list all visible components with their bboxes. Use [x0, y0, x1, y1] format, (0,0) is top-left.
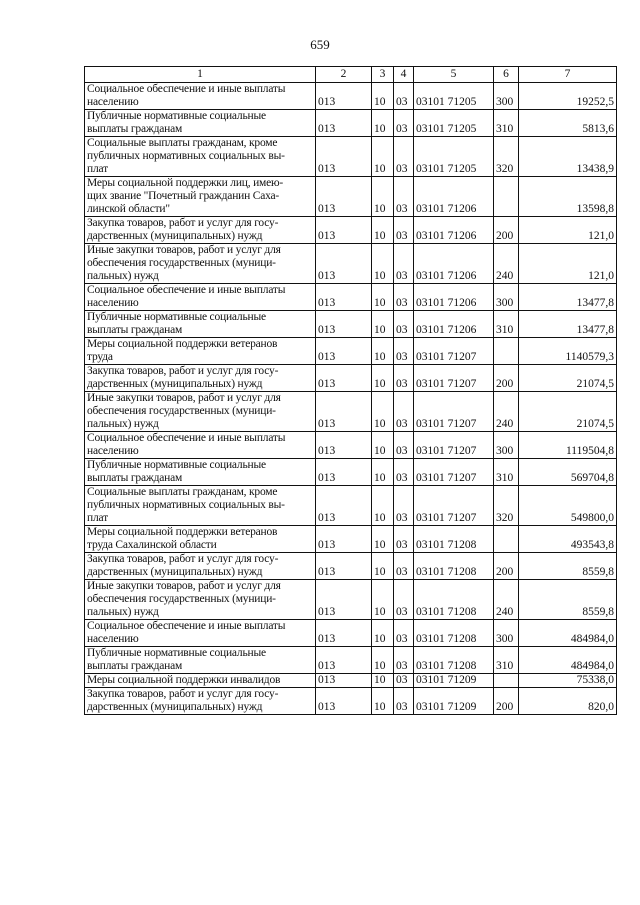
- row-target-code: 03101 71206: [414, 217, 494, 244]
- row-ministry-code: 013: [316, 674, 372, 688]
- row-target-code: 03101 71207: [414, 486, 494, 526]
- row-name: Меры социальной поддержки ветеранов труда Сахалинской области: [85, 526, 316, 553]
- row-ministry-code: 013: [316, 526, 372, 553]
- row-subsection: 03: [394, 580, 414, 620]
- row-section: 10: [372, 83, 394, 110]
- row-ministry-code: 013: [316, 284, 372, 311]
- row-target-code: 03101 71208: [414, 526, 494, 553]
- row-target-code: 03101 71209: [414, 688, 494, 715]
- row-section: 10: [372, 365, 394, 392]
- row-ministry-code: 013: [316, 137, 372, 177]
- row-amount: 493543,8: [519, 526, 617, 553]
- row-name: Публичные нормативные социальные выплаты гражданам: [85, 110, 316, 137]
- table-row: [85, 284, 617, 311]
- row-ministry-code: 013: [316, 365, 372, 392]
- row-ministry-code: 013: [316, 688, 372, 715]
- row-subsection: 03: [394, 365, 414, 392]
- row-subsection: 03: [394, 338, 414, 365]
- row-name: Социальное обеспечение и иные выплаты населению: [85, 83, 316, 110]
- row-name: Социальные выплаты гражданам, кроме публичных нормативных социальных вы- плат: [85, 486, 316, 526]
- row-section: 10: [372, 177, 394, 217]
- row-amount: 13438,9: [519, 137, 617, 177]
- row-name: Социальные выплаты гражданам, кроме публичных нормативных социальных вы- плат: [85, 137, 316, 177]
- column-header: 3: [372, 67, 394, 83]
- row-amount: 21074,5: [519, 365, 617, 392]
- row-amount: 8559,8: [519, 580, 617, 620]
- table-row: [85, 580, 617, 620]
- row-ministry-code: 013: [316, 553, 372, 580]
- table-row: [85, 526, 617, 553]
- row-section: 10: [372, 137, 394, 177]
- row-subsection: 03: [394, 284, 414, 311]
- row-section: 10: [372, 217, 394, 244]
- row-target-code: 03101 71208: [414, 647, 494, 674]
- column-header: 4: [394, 67, 414, 83]
- column-header: 5: [414, 67, 494, 83]
- row-section: 10: [372, 580, 394, 620]
- column-header: 1: [85, 67, 316, 83]
- row-section: 10: [372, 620, 394, 647]
- row-subsection: 03: [394, 620, 414, 647]
- row-expense-type: 300: [494, 620, 519, 647]
- row-section: 10: [372, 244, 394, 284]
- row-expense-type: [494, 338, 519, 365]
- row-ministry-code: 013: [316, 110, 372, 137]
- row-expense-type: 320: [494, 137, 519, 177]
- table-row: [85, 110, 617, 137]
- row-name: Закупка товаров, работ и услуг для госу- дарственных (муниципальных) нужд: [85, 553, 316, 580]
- row-name: Меры социальной поддержки инвалидов: [85, 674, 316, 688]
- row-amount: 21074,5: [519, 392, 617, 432]
- column-header: 7: [519, 67, 617, 83]
- row-name: Социальное обеспечение и иные выплаты населению: [85, 284, 316, 311]
- row-subsection: 03: [394, 486, 414, 526]
- column-header: 2: [316, 67, 372, 83]
- row-subsection: 03: [394, 688, 414, 715]
- row-expense-type: 200: [494, 365, 519, 392]
- row-subsection: 03: [394, 217, 414, 244]
- row-target-code: 03101 71206: [414, 177, 494, 217]
- row-expense-type: 200: [494, 217, 519, 244]
- row-amount: 13477,8: [519, 284, 617, 311]
- table-header-row: [85, 67, 617, 83]
- row-amount: 121,0: [519, 217, 617, 244]
- row-section: 10: [372, 338, 394, 365]
- page-number: 659: [310, 37, 330, 52]
- row-ministry-code: 013: [316, 83, 372, 110]
- row-expense-type: 300: [494, 284, 519, 311]
- row-ministry-code: 013: [316, 486, 372, 526]
- row-expense-type: 310: [494, 311, 519, 338]
- table-row: [85, 137, 617, 177]
- row-ministry-code: 013: [316, 580, 372, 620]
- row-subsection: 03: [394, 674, 414, 688]
- row-target-code: 03101 71207: [414, 392, 494, 432]
- row-expense-type: 240: [494, 244, 519, 284]
- row-expense-type: 300: [494, 432, 519, 459]
- row-subsection: 03: [394, 553, 414, 580]
- row-target-code: 03101 71207: [414, 338, 494, 365]
- row-amount: 1119504,8: [519, 432, 617, 459]
- row-ministry-code: 013: [316, 177, 372, 217]
- row-amount: 820,0: [519, 688, 617, 715]
- row-subsection: 03: [394, 392, 414, 432]
- row-subsection: 03: [394, 647, 414, 674]
- row-name: Меры социальной поддержки ветеранов труда: [85, 338, 316, 365]
- row-section: 10: [372, 486, 394, 526]
- row-amount: 484984,0: [519, 620, 617, 647]
- row-name: Социальное обеспечение и иные выплаты населению: [85, 620, 316, 647]
- row-expense-type: [494, 177, 519, 217]
- row-target-code: 03101 71206: [414, 311, 494, 338]
- budget-table: [84, 66, 617, 715]
- row-target-code: 03101 71205: [414, 137, 494, 177]
- table-row: [85, 674, 617, 688]
- row-target-code: 03101 71205: [414, 83, 494, 110]
- row-amount: 1140579,3: [519, 338, 617, 365]
- row-ministry-code: 013: [316, 432, 372, 459]
- table-row: [85, 392, 617, 432]
- row-expense-type: 200: [494, 688, 519, 715]
- table-row: [85, 688, 617, 715]
- row-name: Закупка товаров, работ и услуг для госу- дарственных (муниципальных) нужд: [85, 365, 316, 392]
- row-section: 10: [372, 526, 394, 553]
- row-expense-type: 320: [494, 486, 519, 526]
- row-section: 10: [372, 674, 394, 688]
- row-subsection: 03: [394, 110, 414, 137]
- row-ministry-code: 013: [316, 459, 372, 486]
- row-amount: 484984,0: [519, 647, 617, 674]
- row-section: 10: [372, 553, 394, 580]
- row-target-code: 03101 71206: [414, 244, 494, 284]
- row-amount: 8559,8: [519, 553, 617, 580]
- row-name: Иные закупки товаров, работ и услуг для обеспечения государственных (муници- пальных) нужд: [85, 580, 316, 620]
- row-subsection: 03: [394, 177, 414, 217]
- row-section: 10: [372, 284, 394, 311]
- row-name: Публичные нормативные социальные выплаты гражданам: [85, 459, 316, 486]
- row-ministry-code: 013: [316, 392, 372, 432]
- table-row: [85, 620, 617, 647]
- table-row: [85, 311, 617, 338]
- row-subsection: 03: [394, 526, 414, 553]
- table-row: [85, 486, 617, 526]
- row-section: 10: [372, 459, 394, 486]
- row-subsection: 03: [394, 137, 414, 177]
- row-subsection: 03: [394, 311, 414, 338]
- row-amount: 569704,8: [519, 459, 617, 486]
- row-amount: 13477,8: [519, 311, 617, 338]
- table-row: [85, 177, 617, 217]
- table-row: [85, 217, 617, 244]
- row-expense-type: 240: [494, 580, 519, 620]
- row-expense-type: 240: [494, 392, 519, 432]
- row-ministry-code: 013: [316, 311, 372, 338]
- row-expense-type: 300: [494, 83, 519, 110]
- row-target-code: 03101 71208: [414, 580, 494, 620]
- table-row: [85, 432, 617, 459]
- row-amount: 19252,5: [519, 83, 617, 110]
- row-target-code: 03101 71208: [414, 620, 494, 647]
- row-amount: 13598,8: [519, 177, 617, 217]
- row-name: Иные закупки товаров, работ и услуг для обеспечения государственных (муници- пальных) нужд: [85, 392, 316, 432]
- row-target-code: 03101 71207: [414, 432, 494, 459]
- table-row: [85, 459, 617, 486]
- row-name: Меры социальной поддержки лиц, имею- щих звание "Почетный гражданин Саха- линской области": [85, 177, 316, 217]
- row-amount: 75338,0: [519, 674, 617, 688]
- row-section: 10: [372, 647, 394, 674]
- row-ministry-code: 013: [316, 620, 372, 647]
- table-row: [85, 365, 617, 392]
- row-amount: 5813,6: [519, 110, 617, 137]
- row-name: Закупка товаров, работ и услуг для госу- дарственных (муниципальных) нужд: [85, 217, 316, 244]
- table-row: [85, 338, 617, 365]
- row-expense-type: [494, 526, 519, 553]
- row-name: Публичные нормативные социальные выплаты гражданам: [85, 647, 316, 674]
- row-section: 10: [372, 392, 394, 432]
- table-row: [85, 553, 617, 580]
- row-name: Иные закупки товаров, работ и услуг для обеспечения государственных (муници- пальных) нужд: [85, 244, 316, 284]
- row-name: Социальное обеспечение и иные выплаты населению: [85, 432, 316, 459]
- row-subsection: 03: [394, 459, 414, 486]
- row-subsection: 03: [394, 244, 414, 284]
- row-section: 10: [372, 311, 394, 338]
- row-ministry-code: 013: [316, 244, 372, 284]
- table-row: [85, 244, 617, 284]
- row-ministry-code: 013: [316, 217, 372, 244]
- row-section: 10: [372, 688, 394, 715]
- row-expense-type: 200: [494, 553, 519, 580]
- row-target-code: 03101 71207: [414, 459, 494, 486]
- row-amount: 121,0: [519, 244, 617, 284]
- row-expense-type: 310: [494, 459, 519, 486]
- row-ministry-code: 013: [316, 647, 372, 674]
- row-name: Закупка товаров, работ и услуг для госу- дарственных (муниципальных) нужд: [85, 688, 316, 715]
- row-target-code: 03101 71207: [414, 365, 494, 392]
- row-expense-type: [494, 674, 519, 688]
- row-amount: 549800,0: [519, 486, 617, 526]
- row-ministry-code: 013: [316, 338, 372, 365]
- row-target-code: 03101 71208: [414, 553, 494, 580]
- row-section: 10: [372, 110, 394, 137]
- row-target-code: 03101 71206: [414, 284, 494, 311]
- row-subsection: 03: [394, 83, 414, 110]
- table-row: [85, 83, 617, 110]
- row-target-code: 03101 71209: [414, 674, 494, 688]
- row-target-code: 03101 71205: [414, 110, 494, 137]
- row-subsection: 03: [394, 432, 414, 459]
- column-header: 6: [494, 67, 519, 83]
- row-expense-type: 310: [494, 647, 519, 674]
- row-name: Публичные нормативные социальные выплаты гражданам: [85, 311, 316, 338]
- table-row: [85, 647, 617, 674]
- row-section: 10: [372, 432, 394, 459]
- row-expense-type: 310: [494, 110, 519, 137]
